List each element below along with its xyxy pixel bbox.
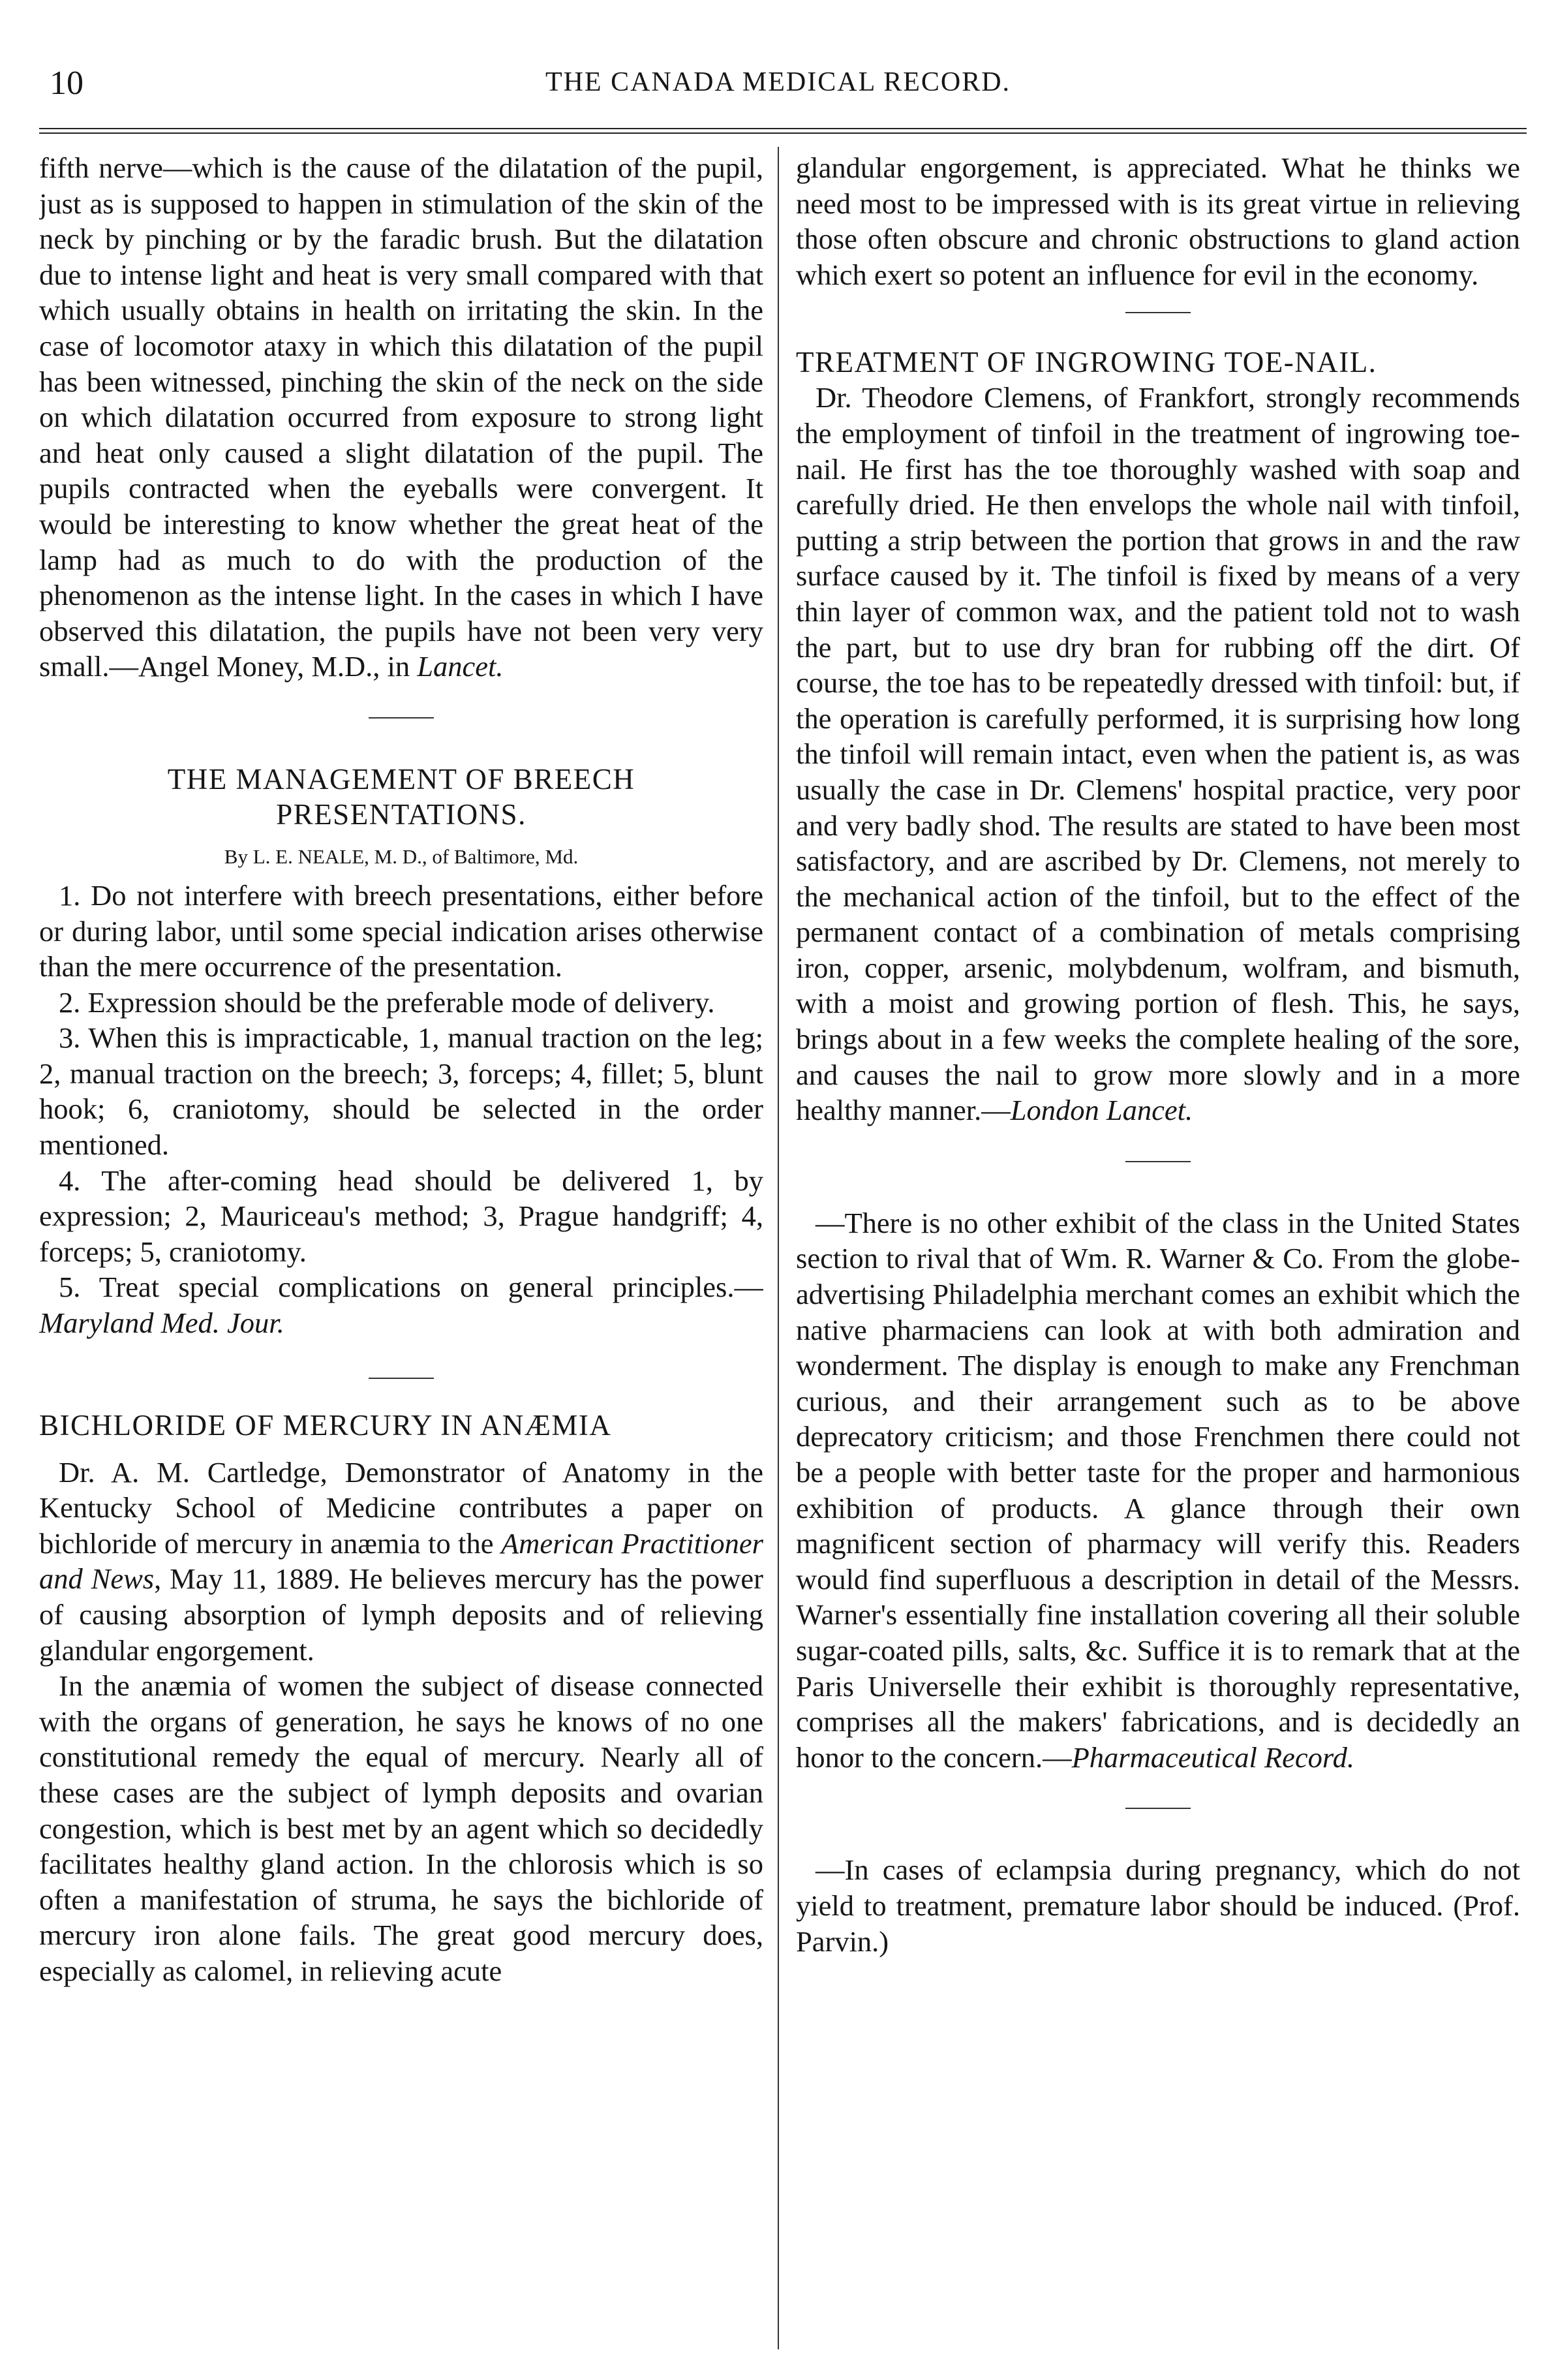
list-item-text: 5. Treat special complications on general principles.— [59, 1271, 763, 1304]
column-divider [778, 147, 779, 2349]
paragraph-text: —There is no other exhibit of the class in the United States section to rival that of Wm. R. Warner & Co. From the globe-advertising Philadelphia merchant comes an exhibit which the native pharmaciens can look at with both admiration and wonderment. The display is enough to make any Frenchman curious, and their arrangement such as to be above deprecatory criticism; and those Frenchmen there could not be a people with better taste for the proper and harmonious exhibition of products. A glance through their own magnificent section of pharmacy will verify this. Readers would find superfluous a description in detail of the Messrs. Warner's essentially fine installation covering all their soluble sugar-coated pills, salts, &c. Suffice it is to remark that at the Paris Universelle their exhibit is thoroughly representative, comprises all the makers' fabrications, and is decidedly an honor to the concern.— [796, 1206, 1520, 1774]
article-warner-exhibit [796, 1205, 1520, 1776]
source-citation: Pharmaceutical Record. [1071, 1740, 1354, 1774]
numbered-list [39, 878, 763, 1341]
section-separator [369, 717, 434, 719]
article-paragraph: In the anæmia of women the subject of disease connected with the organs of generation, he says he knows of no one constitutional remedy the equal of mercury. Nearly all of these cases are the subject of lymph deposits and ovarian congestion, which is best met by an agent which so decidedly facilitates healthy gland action. In the chlorosis which is so often a manifestation of struma, he says the bichloride of mercury iron alone fails. The great good mercury does, especially as calomel, in relieving acute [39, 1669, 763, 1987]
right-column [796, 150, 1520, 2356]
page-number: 10 [50, 65, 84, 102]
continued-text: fifth nerve—which is the cause of the dilatation of the pupil, just as is supposed to happen in stimulation of the skin of the neck by pinching or by the faradic brush. But the dilatation due to intense light and heat is very small compared with that which usually obtains in health on irritating the skin. In the case of locomotor ataxy in which this dilatation of the pupil has been witnessed, pinching the skin of the neck on the side on which dilatation occurred from exposure to strong light and heat only caused a slight dilatation of the pupil. The pupils contracted when the eyeballs were convergent. It would be interesting to know whether the great heat of the lamp had as much to do with the production of the phenomenon as the intense light. In the cases in which I have observed this dilatation, the pupils have not been very very small.—Angel Money, M.D., in [39, 151, 763, 683]
article-breech-presentations [39, 762, 763, 1341]
article-heading: THE MANAGEMENT OF BREECH PRESENTATIONS. [167, 762, 635, 831]
section-separator [1125, 1808, 1191, 1809]
article-paragraph [39, 1455, 763, 1669]
paragraph-text: Dr. A. M. Cartledge, Demonstrator of Anatomy in the Kentucky School of Medicine contributes a paper on bichloride of mercury in anæmia to the [39, 1455, 763, 1560]
article-paragraph [796, 1205, 1520, 1776]
list-item: 4. The after-coming head should be delivered 1, by expression; 2, Mauriceau's method; 3, Prague handgriff; 4, forceps; 5, craniotomy. [39, 1164, 763, 1268]
source-citation: Lancet. [417, 650, 504, 683]
article-paragraph: —In cases of eclampsia during pregnancy, which do not yield to treatment, premature labor should be induced. (Prof. Parvin.) [796, 1853, 1520, 1958]
article-byline: By L. E. NEALE, M. D., of Baltimore, Md. [224, 844, 579, 868]
list-item: 3. When this is impracticable, 1, manual traction on the leg; 2, manual traction on the breech; 3, forceps; 4, fillet; 5, blunt hook; 6, craniotomy, should be selected in the order mentioned. [39, 1021, 763, 1162]
list-item: 1. Do not interfere with breech presentations, either before or during labor, until some special indication arises otherwise than the mere occurrence of the presentation. [39, 878, 763, 983]
header-double-rule [39, 128, 1527, 134]
list-item: 2. Expression should be the preferable mode of delivery. [59, 985, 715, 1019]
paragraph-text: Dr. Theodore Clemens, of Frankfort, strongly recommends the employment of tinfoil in the treatment of ingrowing toe-nail. He first has the toe thoroughly washed with soap and carefully dried. He then envelops the whole nail with tinfoil, putting a strip between the portion that grows in and the raw surface caused by it. The tinfoil is fixed by means of a very thin layer of common wax, and the patient told not to wash the part, but to use dry bran for rubbing off the dirt. Of course, the toe has to be repeatedly dressed with tinfoil: but, if the operation is carefully performed, it is surprising how long the tinfoil will remain intact, even when the patient is, as was usually the case in Dr. Clemens' hospital practice, very poor and very badly shod. The results are stated to have been most satisfactory, and are ascribed by Dr. Clemens, not merely to the mechanical action of the tinfoil, but to the effect of the permanent contact of a combination of metals comprising iron, copper, arsenic, molybdenum, wolfram, and bismuth, with a moist and growing portion of flesh. This, he says, brings about in a few weeks the complete healing of the sore, and causes the nail to grow more slowly and in a more healthy manner.— [796, 381, 1520, 1127]
article-eclampsia [796, 1852, 1520, 1959]
article-bichloride-of-mercury [39, 1408, 763, 1989]
journal-title: American Practitioner and News [39, 1526, 763, 1596]
article-heading: TREATMENT OF INGROWING TOE-NAIL. [796, 346, 1377, 379]
list-item [39, 1269, 763, 1340]
page-header [47, 64, 1509, 103]
article-paragraph [796, 380, 1520, 1128]
article-heading: BICHLORIDE OF MERCURY IN ANÆMIA [39, 1408, 612, 1442]
continued-paragraph [39, 150, 763, 685]
left-column [39, 150, 763, 2356]
source-citation: Maryland Med. Jour. [39, 1306, 284, 1340]
continued-paragraph: glandular engorgement, is appreciated. What he thinks we need most to be impressed with is its great virtue in relieving those often obscure and chronic obstructions to gland action which exert so potent an influence for evil in the economy. [796, 151, 1520, 291]
paragraph-text: , May 11, 1889. He believes mercury has the power of causing absorption of lymph deposits and of relieving glandular engorgement. [39, 1562, 763, 1667]
section-separator [1125, 312, 1191, 313]
section-separator [369, 1378, 434, 1379]
article-ingrowing-toe-nail [796, 345, 1520, 1128]
running-title: THE CANADA MEDICAL RECORD. [545, 67, 1011, 97]
source-citation: London Lancet. [1010, 1094, 1193, 1127]
section-separator [1125, 1161, 1191, 1162]
